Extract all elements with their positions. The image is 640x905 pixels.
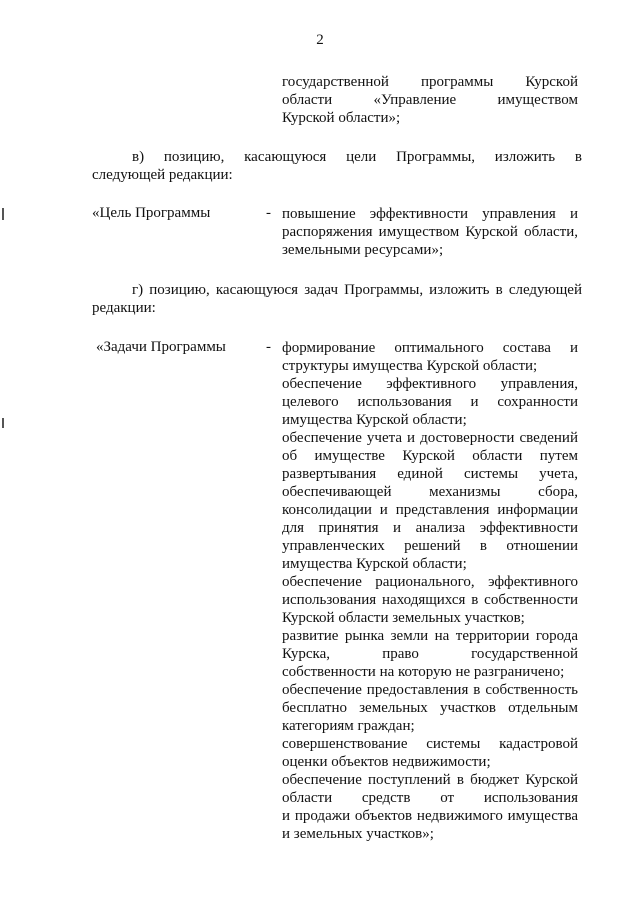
text-line: обеспечение эффективного управления, [282, 376, 578, 392]
text-line: развертывания единой системы учета, [282, 466, 578, 482]
text-line: развитие рынка земли на территории города [282, 628, 578, 644]
text-line: имущества Курской области; [282, 412, 467, 428]
text-line: имущества Курской области; [282, 556, 467, 572]
text-line: категориям граждан; [282, 718, 415, 734]
text-line: г) позицию, касающуюся задач Программы, изложить в следующей [132, 282, 582, 298]
page-number: 2 [316, 32, 324, 48]
text-line: структуры имущества Курской области; [282, 358, 538, 374]
goal-label: «Цель Программы [92, 205, 211, 221]
text-line: обеспечивающей механизмы сбора, [282, 484, 578, 500]
text-line: государственной программы Курской [282, 74, 578, 90]
text-line: повышение эффективности управления и [282, 206, 578, 222]
paragraph-g [92, 281, 582, 317]
tasks-dash: - [266, 339, 271, 355]
text-line: совершенствование системы кадастровой [282, 736, 578, 752]
text-line: обеспечение учета и достоверности сведений [282, 430, 578, 446]
text-line: Курска, право государственной [282, 646, 578, 662]
text-line: Курской области»; [282, 110, 401, 126]
text-line: редакции: [92, 300, 156, 316]
text-line: целевого использования и сохранности [282, 394, 578, 410]
text-line: оценки объектов недвижимости; [282, 754, 491, 770]
text-line: формирование оптимального состава и [282, 340, 578, 356]
paragraph-v [92, 148, 582, 184]
goal-text [282, 205, 578, 259]
text-line: области средств от использования [282, 790, 578, 806]
text-line: следующей редакции: [92, 167, 233, 183]
text-line: и земельных участков»; [282, 826, 434, 842]
text-line: для принятия и анализа эффективности [282, 520, 578, 536]
goal-dash: - [266, 205, 271, 221]
continuation-text [282, 73, 578, 127]
scan-margin-mark [2, 418, 4, 428]
text-line: распоряжения имуществом Курской области, [282, 224, 578, 240]
tasks-label: «Задачи Программы [96, 339, 226, 355]
text-line: обеспечение предоставления в собственность [282, 682, 578, 698]
text-line: консолидации и представления информации [282, 502, 578, 518]
text-line: обеспечение рационального, эффективного [282, 574, 578, 590]
text-line: использования находящихся в собственности [282, 592, 578, 608]
scan-margin-mark [2, 208, 4, 220]
tasks-text [282, 339, 578, 843]
text-line: собственности на которую не разграничено; [282, 664, 565, 680]
text-line: управленческих решений в отношении [282, 538, 578, 554]
text-line: об имуществе Курской области путем [282, 448, 578, 464]
text-line: области «Управление имуществом [282, 92, 578, 108]
text-line: Курской области земельных участков; [282, 610, 525, 626]
text-line: и продажи объектов недвижимого имущества [282, 808, 578, 824]
text-line: земельными ресурсами»; [282, 242, 444, 258]
text-line: бесплатно земельных участков отдельным [282, 700, 578, 716]
text-line: в) позицию, касающуюся цели Программы, изложить в [132, 149, 582, 165]
text-line: обеспечение поступлений в бюджет Курской [282, 772, 578, 788]
